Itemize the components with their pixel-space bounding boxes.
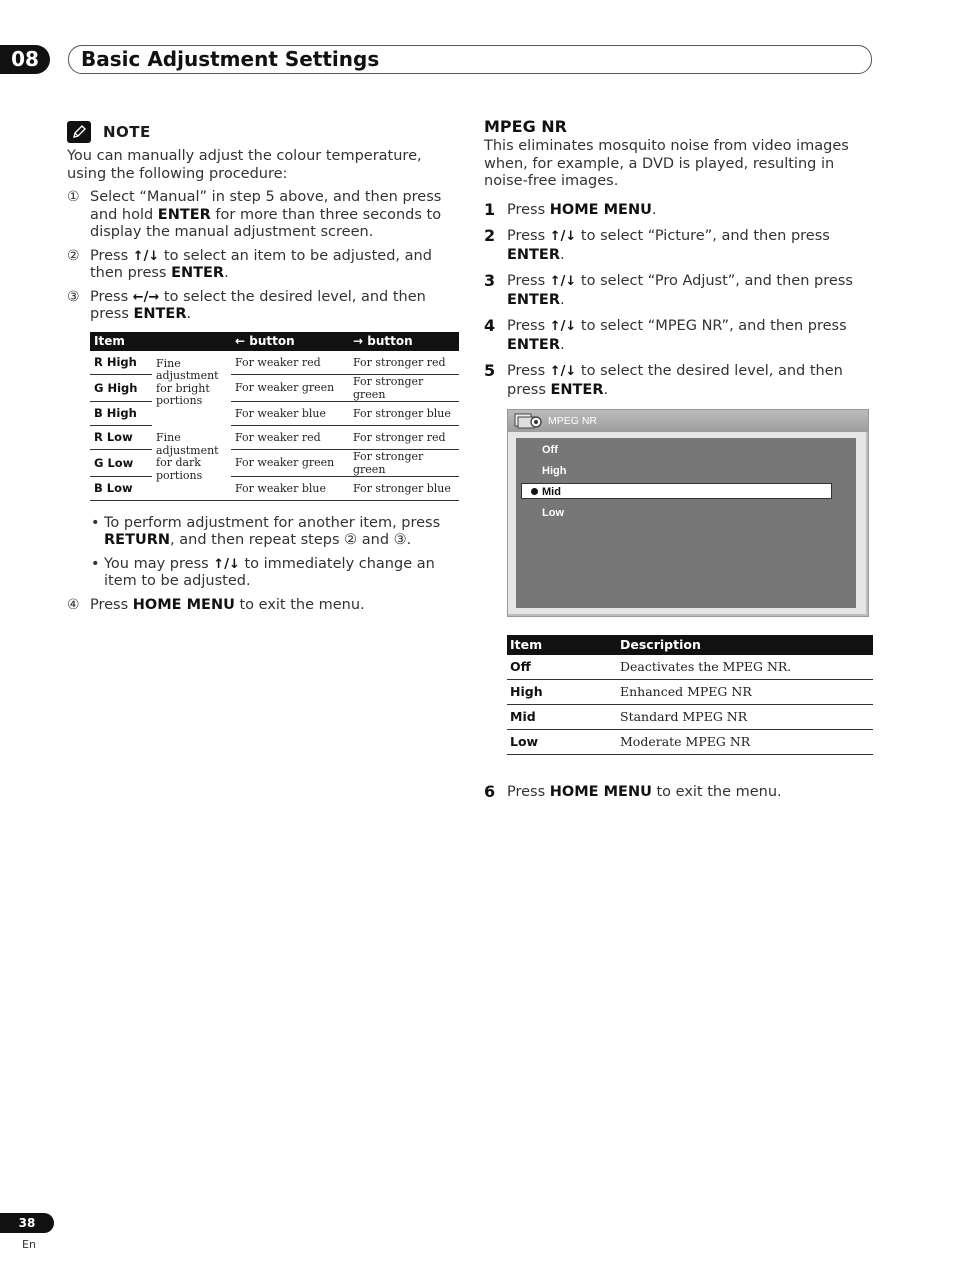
step-text: Press ←/→ to select the desired level, and then press ENTER. (90, 288, 426, 322)
procedure-step (484, 201, 874, 219)
up-down-arrows-icon: ↑/↓ (549, 363, 577, 379)
step-number: 6 (484, 781, 496, 801)
section-intro: This eliminates mosquito noise from video images when, for example, a DVD is played, resulting in noise-free images. (484, 138, 849, 189)
up-down-arrows-icon: ↑/↓ (549, 318, 577, 334)
procedure-step (484, 362, 874, 399)
note-title: NOTE (103, 123, 151, 141)
up-down-arrows-icon: ↑/↓ (549, 228, 577, 244)
table-row: R High Fine adjustment for bright portions For weaker red For stronger red (90, 351, 459, 375)
bullet-text: You may press ↑/↓ to immediately change an item to be adjusted. (104, 555, 435, 589)
left-right-arrows-icon: ←/→ (132, 289, 160, 305)
note-header (67, 120, 459, 144)
step-number: 3 (484, 270, 496, 290)
step-text: Press HOME MENU to exit the menu. (90, 596, 365, 613)
column-header: Item (507, 635, 617, 655)
step-number: 2 (484, 225, 496, 245)
up-down-arrows-icon: ↑/↓ (549, 273, 577, 289)
note-step (67, 597, 459, 615)
table-header-row (507, 635, 873, 655)
step-number: ② (67, 247, 80, 264)
step-number: 5 (484, 360, 496, 380)
menu-title-bar (508, 410, 868, 432)
note-step (67, 189, 459, 242)
step-text: Press HOME MENU to exit the menu. (507, 783, 782, 800)
column-header: Description (617, 635, 873, 655)
menu-title: MPEG NR (548, 414, 598, 427)
table-row: B Low For weaker blue For stronger blue (90, 476, 459, 500)
list-item (91, 515, 459, 550)
table-header-row (90, 332, 459, 351)
step-text: Press ↑/↓ to select “MPEG NR”, and then press ENTER. (507, 317, 847, 353)
menu-options-panel (516, 438, 856, 608)
pencil-icon (67, 121, 91, 143)
group-description: Fine adjustment for bright portions (156, 356, 219, 407)
group-description: Fine adjustment for dark portions (152, 425, 231, 500)
step-text: Press ↑/↓ to select an item to be adjusted, and then press ENTER. (90, 247, 432, 281)
menu-option-off[interactable]: Off (542, 443, 558, 456)
procedure-step (484, 272, 874, 309)
procedure-step (484, 227, 874, 264)
page-language: En (22, 1238, 36, 1251)
menu-option-mid[interactable] (521, 483, 832, 499)
procedure-step (484, 783, 874, 801)
step-text: Press ↑/↓ to select “Picture”, and then press ENTER. (507, 227, 830, 263)
table-row: Mid Standard MPEG NR (507, 704, 873, 729)
table-row: G Low For weaker green For stronger green (90, 449, 459, 476)
bullet-icon: • (91, 555, 100, 572)
step-text: Press ↑/↓ to select “Pro Adjust”, and then press ENTER. (507, 272, 853, 308)
table-row: Off Deactivates the MPEG NR. (507, 655, 873, 680)
settings-menu-icon (514, 412, 544, 430)
menu-option-high[interactable]: High (542, 464, 567, 477)
step-text: Select “Manual” in step 5 above, and then press and hold ENTER for more than three seconds to display the manual adjustment screen. (90, 189, 442, 240)
step-text: Press ↑/↓ to select the desired level, and then press ENTER. (507, 362, 843, 398)
step-text: Press HOME MENU. (507, 201, 657, 218)
chapter-number: 08 (0, 45, 50, 74)
option-label: Mid (542, 485, 561, 498)
note-step (67, 289, 459, 324)
chapter-title: Basic Adjustment Settings (81, 47, 380, 71)
mpeg-nr-menu-screen (507, 409, 869, 617)
table-row: Low Moderate MPEG NR (507, 729, 873, 754)
mpeg-nr-section (484, 117, 874, 801)
note-step (67, 248, 459, 283)
note-intro: You can manually adjust the colour temperature, using the following procedure: (67, 148, 422, 182)
table-row: G High For weaker green For stronger green (90, 374, 459, 401)
color-temperature-table (90, 332, 459, 501)
page-number: 38 (0, 1213, 54, 1233)
list-item (91, 556, 459, 591)
chapter-title-bar (68, 45, 872, 74)
bullet-icon: • (91, 514, 100, 531)
table-row: High Enhanced MPEG NR (507, 679, 873, 704)
menu-option-low[interactable]: Low (542, 506, 564, 519)
up-down-arrows-icon: ↑/↓ (213, 556, 240, 572)
step-number: ③ (67, 288, 80, 305)
table-row: R Low Fine adjustment for dark portions For weaker red For stronger red (90, 425, 459, 449)
step-number: 1 (484, 199, 496, 219)
column-header: ← button (231, 332, 349, 351)
column-header: → button (349, 332, 459, 351)
step-number: ① (67, 189, 80, 205)
section-title: MPEG NR (484, 117, 567, 136)
mpeg-nr-table (507, 635, 873, 755)
step-number: 4 (484, 315, 496, 335)
selected-dot-icon (531, 488, 538, 495)
note-section (67, 120, 459, 614)
step-number: ④ (67, 596, 80, 613)
table-row: B High For weaker blue For stronger blue (90, 401, 459, 425)
note-bullets (91, 515, 459, 591)
up-down-arrows-icon: ↑/↓ (132, 248, 160, 264)
column-header: Item (90, 332, 152, 351)
procedure-step (484, 317, 874, 354)
bullet-text: To perform adjustment for another item, press RETURN, and then repeat steps ② and ③. (104, 514, 441, 548)
